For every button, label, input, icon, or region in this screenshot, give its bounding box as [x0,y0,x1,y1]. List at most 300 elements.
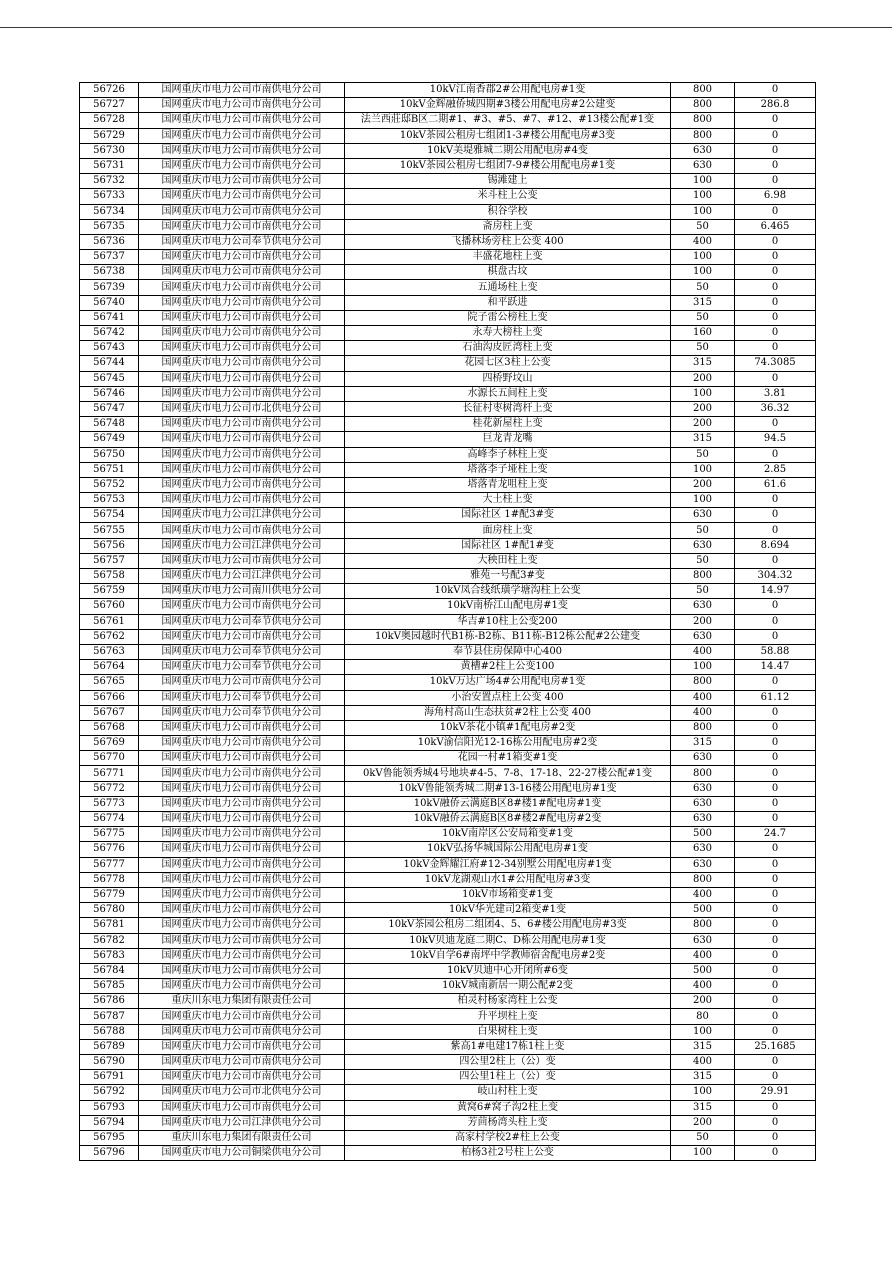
capacity-cell: 500 [671,903,735,918]
company-cell: 国网重庆市电力公司奉节供电分公司 [139,705,345,720]
capacity-cell: 630 [671,781,735,796]
transformer-name-cell: 水源长五间柱上变 [345,386,671,401]
capacity-cell: 800 [671,766,735,781]
transformer-name-cell: 斋房柱上变 [345,219,671,234]
company-cell: 国网重庆市电力公司市南供电分公司 [139,1039,345,1054]
table-row [80,933,816,948]
row-id-cell: 56767 [80,705,139,720]
load-value-cell: 0 [735,250,816,265]
transformer-name-cell: 国际社区 1#配3#变 [345,508,671,523]
company-cell: 国网重庆市电力公司市南供电分公司 [139,250,345,265]
table-row [80,447,816,462]
table-row [80,963,816,978]
transformer-name-cell: 四公里2柱上（公）变 [345,1055,671,1070]
row-id-cell: 56751 [80,462,139,477]
company-cell: 国网重庆市电力公司市南供电分公司 [139,189,345,204]
table-row [80,675,816,690]
transformer-name-cell: 大土柱上变 [345,493,671,508]
table-row [80,371,816,386]
table-row [80,948,816,963]
table-row [80,857,816,872]
capacity-cell: 50 [671,341,735,356]
load-value-cell: 0 [735,1055,816,1070]
load-value-cell: 14.97 [735,584,816,599]
load-value-cell: 0 [735,280,816,295]
table-row [80,265,816,280]
table-row [80,1024,816,1039]
transformer-name-cell: 永寿大榜柱上变 [345,326,671,341]
company-cell: 国网重庆市电力公司市南供电分公司 [139,933,345,948]
company-cell: 国网重庆市电力公司奉节供电分公司 [139,614,345,629]
load-value-cell: 0 [735,1115,816,1130]
row-id-cell: 56769 [80,736,139,751]
row-id-cell: 56755 [80,523,139,538]
transformer-name-cell: 10kV美堤雅城二期公用配电房#4变 [345,143,671,158]
table-row [80,295,816,310]
load-value-cell: 3.81 [735,386,816,401]
capacity-cell: 800 [671,128,735,143]
capacity-cell: 630 [671,158,735,173]
transformer-name-cell: 柏灵村杨家湾柱上公变 [345,994,671,1009]
row-id-cell: 56794 [80,1115,139,1130]
company-cell: 国网重庆市电力公司市南供电分公司 [139,842,345,857]
company-cell: 国网重庆市电力公司市南供电分公司 [139,857,345,872]
table-row [80,1055,816,1070]
company-cell: 国网重庆市电力公司市南供电分公司 [139,265,345,280]
company-cell: 国网重庆市电力公司市南供电分公司 [139,128,345,143]
load-value-cell: 0 [735,933,816,948]
row-id-cell: 56792 [80,1085,139,1100]
capacity-cell: 160 [671,326,735,341]
transformer-name-cell: 10kV渝信阳光12-16栋公用配电房#2变 [345,736,671,751]
load-value-cell: 0 [735,872,816,887]
table-row [80,538,816,553]
transformer-name-cell: 海角村高山生态扶贫#2柱上公变 400 [345,705,671,720]
row-id-cell: 56778 [80,872,139,887]
capacity-cell: 630 [671,508,735,523]
table-row [80,903,816,918]
table-row [80,341,816,356]
capacity-cell: 50 [671,1130,735,1145]
load-value-cell: 0 [735,781,816,796]
row-id-cell: 56730 [80,143,139,158]
table-row [80,736,816,751]
row-id-cell: 56783 [80,948,139,963]
load-value-cell: 0 [735,614,816,629]
row-id-cell: 56768 [80,720,139,735]
load-value-cell: 0 [735,887,816,902]
transformer-table [79,82,816,1161]
load-value-cell: 0 [735,736,816,751]
company-cell: 国网重庆市电力公司市北供电分公司 [139,401,345,416]
load-value-cell: 0 [735,83,816,98]
capacity-cell: 50 [671,523,735,538]
row-id-cell: 56752 [80,477,139,492]
capacity-cell: 400 [671,948,735,963]
capacity-cell: 50 [671,219,735,234]
load-value-cell: 0 [735,766,816,781]
row-id-cell: 56775 [80,827,139,842]
load-value-cell: 0 [735,234,816,249]
table-row [80,234,816,249]
transformer-name-cell: 花园一村#1箱变#1变 [345,751,671,766]
load-value-cell: 24.7 [735,827,816,842]
row-id-cell: 56782 [80,933,139,948]
load-value-cell: 0 [735,417,816,432]
capacity-cell: 200 [671,1115,735,1130]
transformer-name-cell: 高峰李子林柱上变 [345,447,671,462]
transformer-name-cell: 塔落青龙咀柱上变 [345,477,671,492]
load-value-cell: 0 [735,675,816,690]
capacity-cell: 400 [671,705,735,720]
table-row [80,83,816,98]
capacity-cell: 630 [671,629,735,644]
row-id-cell: 56763 [80,644,139,659]
company-cell: 国网重庆市电力公司市南供电分公司 [139,766,345,781]
company-cell: 国网重庆市电力公司市南供电分公司 [139,796,345,811]
transformer-name-cell: 花园七区3柱上公变 [345,356,671,371]
table-row [80,356,816,371]
capacity-cell: 630 [671,143,735,158]
row-id-cell: 56759 [80,584,139,599]
transformer-name-cell: 柏杨3社2号柱上公变 [345,1146,671,1161]
transformer-name-cell: 10kV弘扬华城国际公用配电房#1变 [345,842,671,857]
company-cell: 国网重庆市电力公司奉节供电分公司 [139,690,345,705]
load-value-cell: 0 [735,720,816,735]
company-cell: 国网重庆市电力公司市南供电分公司 [139,523,345,538]
table-row [80,158,816,173]
transformer-name-cell: 院子雷公榜柱上变 [345,310,671,325]
company-cell: 国网重庆市电力公司奉节供电分公司 [139,644,345,659]
load-value-cell: 0 [735,1024,816,1039]
row-id-cell: 56781 [80,918,139,933]
company-cell: 国网重庆市电力公司市南供电分公司 [139,326,345,341]
company-cell: 国网重庆市电力公司市南供电分公司 [139,477,345,492]
table-row [80,432,816,447]
table-row [80,751,816,766]
company-cell: 国网重庆市电力公司市南供电分公司 [139,553,345,568]
transformer-name-cell: 10kV华光建司2箱变#1变 [345,903,671,918]
row-id-cell: 56737 [80,250,139,265]
table-row [80,386,816,401]
transformer-name-cell: 五通场柱上变 [345,280,671,295]
table-row [80,1039,816,1054]
table-row [80,310,816,325]
company-cell: 国网重庆市电力公司市南供电分公司 [139,675,345,690]
transformer-name-cell: 飞播林场旁柱上公变 400 [345,234,671,249]
company-cell: 国网重庆市电力公司市南供电分公司 [139,174,345,189]
load-value-cell: 0 [735,1100,816,1115]
transformer-name-cell: 10kV自学6#南坪中学教师宿舍配电房#2变 [345,948,671,963]
transformer-name-cell: 四桥野坟山 [345,371,671,386]
capacity-cell: 800 [671,83,735,98]
row-id-cell: 56791 [80,1070,139,1085]
load-value-cell: 0 [735,113,816,128]
row-id-cell: 56796 [80,1146,139,1161]
load-value-cell: 6.98 [735,189,816,204]
company-cell: 国网重庆市电力公司市南供电分公司 [139,113,345,128]
capacity-cell: 100 [671,250,735,265]
table-row [80,462,816,477]
row-id-cell: 56745 [80,371,139,386]
load-value-cell: 2.85 [735,462,816,477]
page-top-rule [0,27,892,28]
load-value-cell: 286.8 [735,98,816,113]
capacity-cell: 800 [671,569,735,584]
table-row [80,113,816,128]
table-row [80,250,816,265]
row-id-cell: 56788 [80,1024,139,1039]
table-body [80,83,816,1161]
load-value-cell: 0 [735,812,816,827]
transformer-name-cell: 10kV市场箱变#1变 [345,887,671,902]
capacity-cell: 315 [671,1039,735,1054]
capacity-cell: 630 [671,933,735,948]
row-id-cell: 56747 [80,401,139,416]
transformer-name-cell: 10kV南桥江山配电房#1变 [345,599,671,614]
transformer-name-cell: 巨龙青龙嘴 [345,432,671,447]
row-id-cell: 56734 [80,204,139,219]
load-value-cell: 0 [735,523,816,538]
company-cell: 国网重庆市电力公司市南供电分公司 [139,736,345,751]
load-value-cell: 0 [735,857,816,872]
company-cell: 国网重庆市电力公司市南供电分公司 [139,356,345,371]
company-cell: 国网重庆市电力公司市南供电分公司 [139,599,345,614]
transformer-name-cell: 大秧田柱上变 [345,553,671,568]
capacity-cell: 400 [671,1055,735,1070]
transformer-name-cell: 棋盘古坟 [345,265,671,280]
load-value-cell: 0 [735,493,816,508]
company-cell: 国网重庆市电力公司市南供电分公司 [139,872,345,887]
row-id-cell: 56728 [80,113,139,128]
company-cell: 国网重庆市电力公司市南供电分公司 [139,98,345,113]
table-row [80,1085,816,1100]
capacity-cell: 500 [671,827,735,842]
capacity-cell: 630 [671,796,735,811]
transformer-name-cell: 10kV金辉融侨城四期#3楼公用配电房#2公建变 [345,98,671,113]
company-cell: 国网重庆市电力公司南川供电分公司 [139,584,345,599]
capacity-cell: 500 [671,963,735,978]
load-value-cell: 0 [735,903,816,918]
company-cell: 国网重庆市电力公司市南供电分公司 [139,462,345,477]
capacity-cell: 800 [671,720,735,735]
row-id-cell: 56726 [80,83,139,98]
transformer-name-cell: 国际社区 1#配1#变 [345,538,671,553]
table-row [80,174,816,189]
capacity-cell: 200 [671,614,735,629]
load-value-cell: 61.6 [735,477,816,492]
company-cell: 国网重庆市电力公司市南供电分公司 [139,963,345,978]
table-row [80,326,816,341]
capacity-cell: 630 [671,599,735,614]
transformer-name-cell: 10kV凤合线纸璜学塘沟柱上公变 [345,584,671,599]
row-id-cell: 56779 [80,887,139,902]
company-cell: 国网重庆市电力公司市南供电分公司 [139,887,345,902]
table-row [80,690,816,705]
transformer-name-cell: 10kV贝迪中心开闭所#6变 [345,963,671,978]
load-value-cell: 0 [735,553,816,568]
row-id-cell: 56795 [80,1130,139,1145]
capacity-cell: 200 [671,371,735,386]
row-id-cell: 56761 [80,614,139,629]
transformer-name-cell: 和平跃进 [345,295,671,310]
load-value-cell: 36.32 [735,401,816,416]
transformer-name-cell: 10kV贝迪龙庭二期C、D栋公用配电房#1变 [345,933,671,948]
company-cell: 国网重庆市电力公司市南供电分公司 [139,903,345,918]
capacity-cell: 630 [671,538,735,553]
transformer-name-cell: 面房柱上变 [345,523,671,538]
transformer-name-cell: 法兰西莊邸B区二期#1、#3、#5、#7、#12、#13楼公配#1变 [345,113,671,128]
row-id-cell: 56746 [80,386,139,401]
table-row [80,477,816,492]
row-id-cell: 56764 [80,660,139,675]
row-id-cell: 56729 [80,128,139,143]
capacity-cell: 200 [671,477,735,492]
capacity-cell: 315 [671,1100,735,1115]
company-cell: 国网重庆市电力公司市南供电分公司 [139,918,345,933]
row-id-cell: 56738 [80,265,139,280]
table-row [80,1100,816,1115]
load-value-cell: 0 [735,1009,816,1024]
table-row [80,401,816,416]
transformer-name-cell: 桂花新屋柱上变 [345,417,671,432]
company-cell: 国网重庆市电力公司市南供电分公司 [139,417,345,432]
load-value-cell: 0 [735,143,816,158]
transformer-name-cell: 10kV融侨云满庭B区8#楼1#配电房#1变 [345,796,671,811]
row-id-cell: 56784 [80,963,139,978]
transformer-name-cell: 10kV南岸区公安局箱变#1变 [345,827,671,842]
table-row [80,1070,816,1085]
transformer-name-cell: 10kV茶园公租房七组团7-9#楼公用配电房#1变 [345,158,671,173]
row-id-cell: 56740 [80,295,139,310]
transformer-name-cell: 米斗柱上公变 [345,189,671,204]
company-cell: 国网重庆市电力公司市南供电分公司 [139,751,345,766]
transformer-name-cell: 四公里1柱上（公）变 [345,1070,671,1085]
capacity-cell: 100 [671,1146,735,1161]
transformer-name-cell: 10kV江南香郡2#公用配电房#1变 [345,83,671,98]
transformer-name-cell: 华吉#10柱上公变200 [345,614,671,629]
transformer-name-cell: 岐山村柱上变 [345,1085,671,1100]
row-id-cell: 56758 [80,569,139,584]
capacity-cell: 100 [671,493,735,508]
company-cell: 国网重庆市电力公司江津供电分公司 [139,538,345,553]
row-id-cell: 56743 [80,341,139,356]
row-id-cell: 56757 [80,553,139,568]
capacity-cell: 100 [671,660,735,675]
row-id-cell: 56770 [80,751,139,766]
company-cell: 国网重庆市电力公司市南供电分公司 [139,204,345,219]
table-row [80,812,816,827]
load-value-cell: 58.88 [735,644,816,659]
row-id-cell: 56727 [80,98,139,113]
row-id-cell: 56754 [80,508,139,523]
transformer-name-cell: 10kV龙湖观山水1#公用配电房#3变 [345,872,671,887]
row-id-cell: 56744 [80,356,139,371]
table-row [80,720,816,735]
row-id-cell: 56753 [80,493,139,508]
table-row [80,781,816,796]
row-id-cell: 56789 [80,1039,139,1054]
row-id-cell: 56785 [80,979,139,994]
transformer-name-cell: 长征村枣树湾杆上变 [345,401,671,416]
transformer-name-cell: 10kV鲁能领秀城二期#13-16楼公用配电房#1变 [345,781,671,796]
table-row [80,827,816,842]
transformer-name-cell: 黄槽#2柱上公变100 [345,660,671,675]
capacity-cell: 315 [671,736,735,751]
load-value-cell: 0 [735,204,816,219]
row-id-cell: 56732 [80,174,139,189]
transformer-name-cell: 10kV金辉耀江府#12-34别墅公用配电房#1变 [345,857,671,872]
load-value-cell: 0 [735,508,816,523]
capacity-cell: 50 [671,447,735,462]
table-row [80,842,816,857]
transformer-name-cell: 高家村学校2#柱上公变 [345,1130,671,1145]
transformer-name-cell: 雅苑一号配3#变 [345,569,671,584]
load-value-cell: 0 [735,371,816,386]
load-value-cell: 61.12 [735,690,816,705]
row-id-cell: 56748 [80,417,139,432]
load-value-cell: 8.694 [735,538,816,553]
load-value-cell: 0 [735,629,816,644]
load-value-cell: 0 [735,842,816,857]
capacity-cell: 50 [671,553,735,568]
load-value-cell: 0 [735,751,816,766]
load-value-cell: 0 [735,295,816,310]
transformer-name-cell: 丰盛花地柱上变 [345,250,671,265]
row-id-cell: 56739 [80,280,139,295]
load-value-cell: 25.1685 [735,1039,816,1054]
table-row [80,766,816,781]
row-id-cell: 56772 [80,781,139,796]
capacity-cell: 100 [671,462,735,477]
load-value-cell: 0 [735,447,816,462]
row-id-cell: 56735 [80,219,139,234]
load-value-cell: 0 [735,265,816,280]
load-value-cell: 0 [735,1146,816,1161]
company-cell: 国网重庆市电力公司市南供电分公司 [139,948,345,963]
company-cell: 国网重庆市电力公司市南供电分公司 [139,827,345,842]
table-row [80,1146,816,1161]
company-cell: 国网重庆市电力公司市南供电分公司 [139,158,345,173]
table-row [80,569,816,584]
company-cell: 国网重庆市电力公司市南供电分公司 [139,310,345,325]
row-id-cell: 56749 [80,432,139,447]
transformer-name-cell: 10kV茶花小镇#1配电房#2变 [345,720,671,735]
table-row [80,128,816,143]
table-row [80,204,816,219]
table-row [80,584,816,599]
transformer-name-cell: 黄窝6#窝子沟2柱上变 [345,1100,671,1115]
table-row [80,1130,816,1145]
table-row [80,614,816,629]
capacity-cell: 100 [671,189,735,204]
transformer-name-cell: 积谷学校 [345,204,671,219]
table-row [80,143,816,158]
transformer-name-cell: 白果树柱上变 [345,1024,671,1039]
row-id-cell: 56780 [80,903,139,918]
table-row [80,219,816,234]
company-cell: 国网重庆市电力公司江津供电分公司 [139,569,345,584]
load-value-cell: 74.3085 [735,356,816,371]
capacity-cell: 630 [671,812,735,827]
load-value-cell: 304.32 [735,569,816,584]
company-cell: 国网重庆市电力公司市南供电分公司 [139,386,345,401]
capacity-cell: 315 [671,432,735,447]
table-row [80,994,816,1009]
row-id-cell: 56766 [80,690,139,705]
table-row [80,98,816,113]
load-value-cell: 0 [735,948,816,963]
